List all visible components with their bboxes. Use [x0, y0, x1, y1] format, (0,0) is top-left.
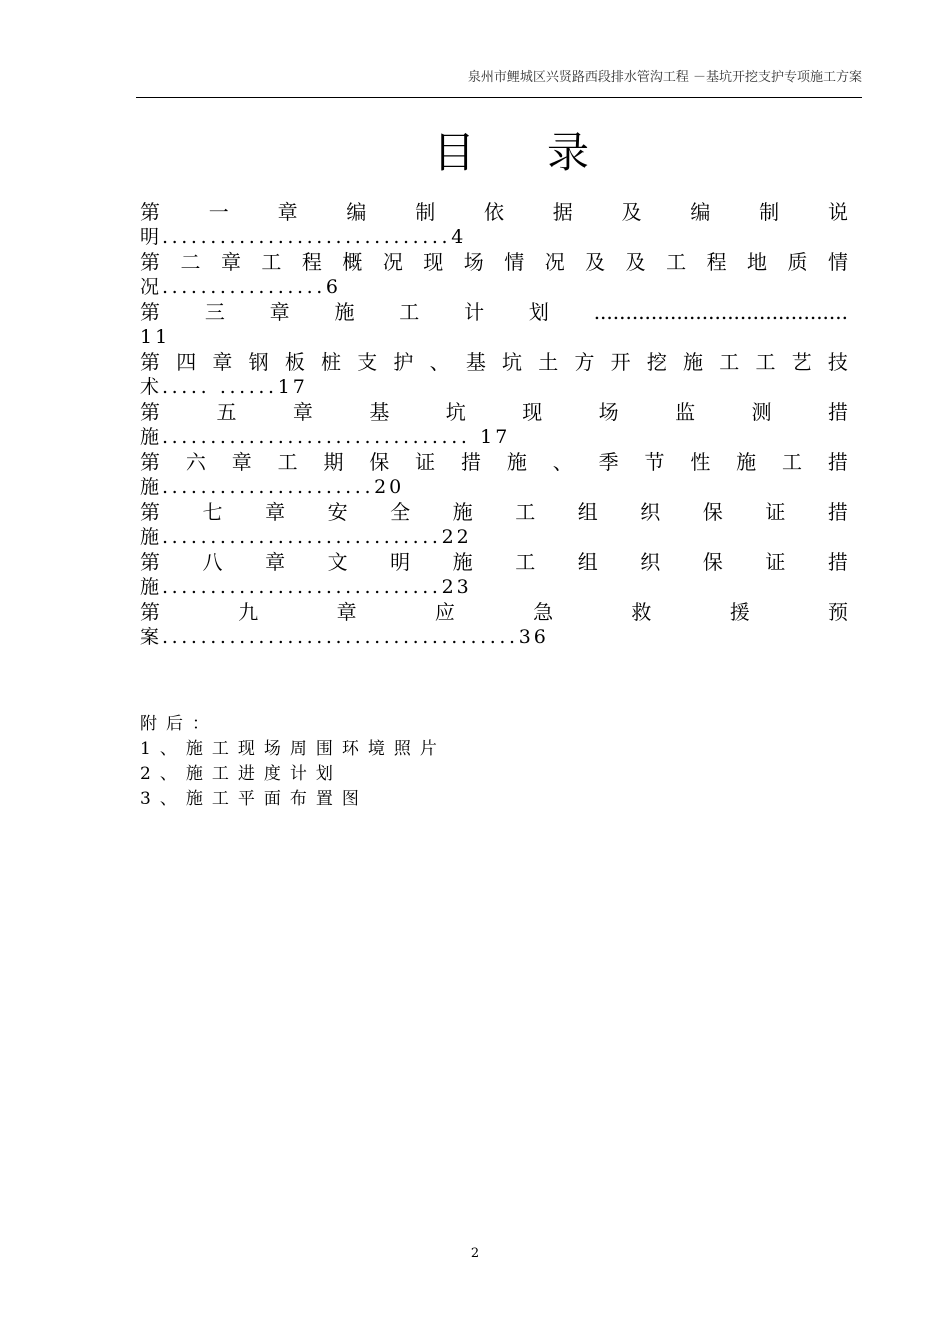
toc-entry-tail: 施 [140, 526, 163, 548]
toc-entry-char: 措 [827, 500, 848, 524]
toc-entry-char: 季 [598, 450, 619, 474]
toc-entry-char: 第 [140, 200, 160, 224]
toc-entry-9-line1 [140, 600, 848, 625]
toc-entry-char: 施 [452, 550, 473, 574]
toc-entry-char: 划 [528, 300, 549, 324]
toc-entry-page: 22 [441, 526, 472, 548]
toc-entry-char: 保 [369, 450, 390, 474]
toc-entry-7-line1 [140, 500, 848, 525]
toc-entry-page: 11 [140, 326, 171, 348]
toc-entry-char: 六 [185, 450, 206, 474]
appendix-item-2: 2、施工进度计划 [140, 764, 342, 784]
toc-entry-char: 期 [323, 450, 344, 474]
toc-entry-leader: ............................. [162, 576, 442, 598]
toc-entry-8-line1 [140, 550, 848, 575]
toc-entry-char: 工 [515, 500, 536, 524]
toc-entry-char: 计 [464, 300, 485, 324]
toc-entry-char: 编 [690, 200, 711, 224]
toc-entry-char: 第 [140, 350, 160, 374]
toc-entry-char: 九 [238, 600, 259, 624]
toc-entry-8-line2 [140, 575, 848, 600]
toc-entry-4-line1 [140, 350, 848, 375]
toc-entry-char: 证 [415, 450, 436, 474]
toc-entry-char: 章 [265, 550, 286, 574]
toc-entry-page: 23 [441, 576, 472, 598]
toc-entry-char: 急 [533, 600, 554, 624]
toc-entry-char: 工 [666, 250, 687, 274]
toc-entry-char: 艺 [791, 350, 812, 374]
toc-entry-page: 17 [277, 376, 308, 398]
toc-entry-char: 第 [140, 550, 160, 574]
toc-entry-char: 性 [690, 450, 711, 474]
toc-entry-char: 施 [683, 350, 704, 374]
toc-entry-char: 救 [631, 600, 652, 624]
toc-entry-char: 工 [719, 350, 740, 374]
appendix-item-1: 1、施工现场周围环境照片 [140, 739, 446, 759]
toc-entry-char: 全 [390, 500, 411, 524]
toc-entry-1-line2 [140, 225, 848, 250]
toc-entry-char: 工 [755, 350, 776, 374]
page-number: 2 [470, 1246, 480, 1261]
toc-entry-char: 工 [399, 300, 420, 324]
toc-entry-char: 第 [140, 600, 160, 624]
toc-entry-9-line2 [140, 625, 848, 650]
toc-entry-page: 17 [480, 426, 511, 448]
table-of-contents [140, 200, 848, 650]
toc-entry-char: 章 [220, 250, 241, 274]
toc-entry-char: 及 [621, 200, 642, 224]
toc-entry-char: 七 [202, 500, 223, 524]
toc-entry-char: 工 [515, 550, 536, 574]
toc-entry-char: ........................................ [593, 300, 848, 324]
appendix [140, 712, 640, 812]
toc-entry-char: 施 [506, 450, 527, 474]
toc-entry-leader: ................. [162, 276, 326, 298]
toc-entry-char: 援 [729, 600, 750, 624]
toc-entry-char: 场 [463, 250, 484, 274]
toc-entry-char: 第 [140, 500, 160, 524]
toc-entry-char: 工 [277, 450, 298, 474]
toc-entry-char: 施 [334, 300, 355, 324]
toc-entry-char: 工 [782, 450, 803, 474]
toc-title: 目录 [432, 128, 661, 177]
toc-entry-char: 桩 [321, 350, 342, 374]
toc-entry-char: 措 [827, 400, 848, 424]
header-divider [136, 97, 862, 98]
toc-entry-char: 第 [140, 250, 160, 274]
toc-entry-3-line2 [140, 325, 848, 350]
toc-entry-char: 测 [751, 400, 772, 424]
toc-entry-char: 基 [369, 400, 390, 424]
toc-entry-tail: 术 [140, 376, 163, 398]
toc-entry-tail: 施 [140, 476, 163, 498]
toc-entry-char: 预 [827, 600, 848, 624]
toc-entry-char: 组 [577, 550, 598, 574]
toc-entry-char: 二 [180, 250, 201, 274]
toc-entry-char: 四 [176, 350, 197, 374]
toc-entry-3-line1 [140, 300, 848, 325]
toc-entry-leader: ..................................... [162, 626, 519, 648]
toc-entry-char: 说 [827, 200, 848, 224]
toc-entry-leader: ................................ [162, 426, 481, 448]
toc-entry-char: 坑 [445, 400, 466, 424]
toc-entry-char: 护 [393, 350, 414, 374]
toc-entry-char: 第 [140, 450, 160, 474]
toc-entry-char: 施 [452, 500, 473, 524]
toc-entry-char: 据 [552, 200, 573, 224]
toc-entry-tail: 明 [140, 226, 163, 248]
toc-entry-char: 保 [702, 500, 723, 524]
toc-entry-char: 工 [261, 250, 282, 274]
toc-entry-leader: ..... ...... [162, 376, 278, 398]
toc-entry-char: 措 [827, 450, 848, 474]
toc-entry-char: 证 [765, 550, 786, 574]
toc-entry-char: 章 [277, 200, 298, 224]
toc-entry-char: 织 [640, 550, 661, 574]
toc-entry-tail: 况 [140, 276, 163, 298]
toc-entry-char: 及 [585, 250, 606, 274]
toc-entry-6-line1 [140, 450, 848, 475]
appendix-item-3: 3、施工平面布置图 [140, 789, 368, 809]
toc-entry-char: 钢 [248, 350, 269, 374]
toc-entry-char: 场 [598, 400, 619, 424]
toc-entry-1-line1 [140, 200, 848, 225]
toc-entry-char: 坑 [502, 350, 523, 374]
toc-entry-2-line1 [140, 250, 848, 275]
toc-entry-char: 开 [610, 350, 631, 374]
toc-entry-leader: ............................. [162, 526, 442, 548]
toc-entry-char: 章 [336, 600, 357, 624]
toc-entry-char: 板 [284, 350, 305, 374]
toc-entry-char: 程 [706, 250, 727, 274]
toc-entry-char: 章 [269, 300, 290, 324]
toc-entry-char: 保 [702, 550, 723, 574]
toc-entry-char: 五 [216, 400, 237, 424]
toc-entry-char: 挖 [646, 350, 667, 374]
toc-entry-char: 况 [544, 250, 565, 274]
toc-entry-char: 、 [429, 350, 450, 374]
toc-entry-page: 4 [451, 226, 467, 248]
toc-entry-char: 第 [140, 400, 160, 424]
toc-entry-char: 现 [423, 250, 444, 274]
toc-entry-page: 6 [325, 276, 341, 298]
toc-entry-char: 情 [827, 250, 848, 274]
toc-entry-char: 技 [827, 350, 848, 374]
toc-entry-char: 章 [292, 400, 313, 424]
toc-entry-char: 八 [202, 550, 223, 574]
toc-entry-char: 依 [483, 200, 504, 224]
toc-entry-char: 、 [552, 450, 573, 474]
toc-entry-6-line2 [140, 475, 848, 500]
toc-entry-char: 现 [522, 400, 543, 424]
toc-entry-char: 节 [644, 450, 665, 474]
toc-entry-5-line1 [140, 400, 848, 425]
toc-entry-tail: 施 [140, 576, 163, 598]
toc-entry-char: 质 [787, 250, 808, 274]
toc-entry-char: 章 [231, 450, 252, 474]
toc-entry-char: 土 [538, 350, 559, 374]
toc-entry-char: 措 [827, 550, 848, 574]
toc-entry-char: 证 [765, 500, 786, 524]
toc-entry-char: 施 [736, 450, 757, 474]
running-header: 泉州市鲤城区兴贤路西段排水管沟工程 －基坑开挖支护专项施工方案 [467, 70, 862, 85]
toc-entry-char: 制 [415, 200, 436, 224]
toc-entry-char: 安 [327, 500, 348, 524]
toc-entry-tail: 案 [140, 626, 163, 648]
toc-entry-char: 组 [577, 500, 598, 524]
toc-entry-char: 章 [212, 350, 233, 374]
toc-entry-char: 况 [382, 250, 403, 274]
toc-entry-page: 36 [518, 626, 549, 648]
toc-entry-5-line2 [140, 425, 848, 450]
toc-entry-char: 制 [759, 200, 780, 224]
toc-entry-tail: 施 [140, 426, 163, 448]
toc-entry-char: 三 [204, 300, 225, 324]
toc-entry-char: 一 [208, 200, 229, 224]
toc-entry-char: 情 [504, 250, 525, 274]
toc-entry-char: 应 [434, 600, 455, 624]
toc-entry-char: 概 [342, 250, 363, 274]
toc-entry-2-line2 [140, 275, 848, 300]
toc-entry-char: 文 [327, 550, 348, 574]
appendix-title: 附后： [140, 714, 218, 734]
toc-entry-7-line2 [140, 525, 848, 550]
toc-entry-char: 及 [625, 250, 646, 274]
toc-entry-char: 措 [461, 450, 482, 474]
toc-entry-char: 程 [301, 250, 322, 274]
toc-entry-char: 第 [140, 300, 160, 324]
toc-entry-leader: ...................... [162, 476, 375, 498]
toc-entry-char: 支 [357, 350, 378, 374]
toc-entry-char: 地 [747, 250, 768, 274]
toc-entry-char: 编 [346, 200, 367, 224]
toc-entry-char: 基 [465, 350, 486, 374]
toc-entry-4-line2 [140, 375, 848, 400]
toc-entry-char: 织 [640, 500, 661, 524]
toc-entry-char: 章 [265, 500, 286, 524]
toc-entry-char: 明 [390, 550, 411, 574]
toc-entry-char: 监 [675, 400, 696, 424]
toc-entry-page: 20 [374, 476, 405, 498]
toc-entry-char: 方 [574, 350, 595, 374]
toc-entry-leader: .............................. [162, 226, 452, 248]
